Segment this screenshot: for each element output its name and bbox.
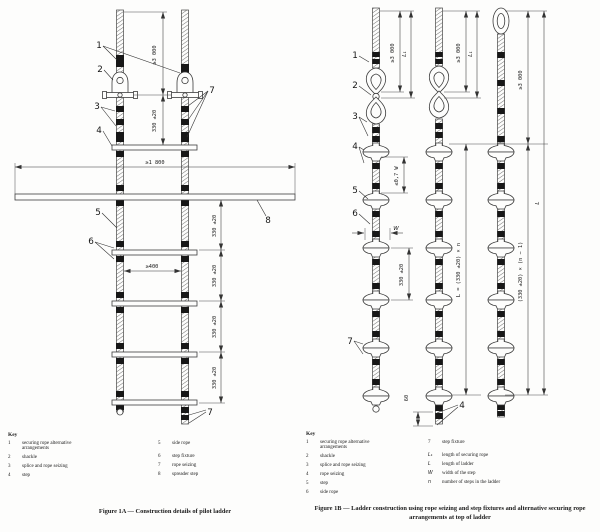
svg-text:2: 2: [97, 65, 103, 75]
dim-securing-height: ≥3 000: [390, 43, 396, 63]
key-title: Key: [306, 431, 316, 437]
key-item: 5 side rope: [158, 440, 191, 446]
svg-text:7: 7: [207, 408, 213, 418]
key-item: 1 securing rope alternative arrangements: [8, 440, 72, 452]
key-item: 6 step fixture: [158, 454, 195, 460]
key-item: W width of the step: [428, 471, 476, 477]
thimble-eye-icon: [429, 66, 448, 93]
figure-1a: [15, 10, 295, 424]
thimble-eye-icon: [366, 97, 385, 124]
dimension-lines-1a: [15, 12, 295, 403]
key-item: n number of steps in the ladder: [428, 479, 501, 485]
key-item: 4 step: [8, 472, 31, 478]
svg-text:4: 4: [96, 126, 102, 136]
dim-step-clear-width: ≥400: [145, 264, 159, 270]
svg-text:1: 1: [352, 51, 358, 61]
dim-step-spacing: 330 ±20: [212, 366, 218, 390]
dim-ladder-length: L: [535, 201, 541, 205]
key-item: 4 rope seizing: [306, 471, 345, 477]
key-item: 7 step fixture: [428, 439, 465, 445]
key-figure-1b: [306, 431, 596, 499]
dim-step-spacing: 330 ±20: [212, 315, 218, 339]
svg-text:6: 6: [88, 237, 94, 247]
key-item: 3 splice and rope seizing: [8, 464, 68, 470]
eye-splice-hole: [497, 14, 505, 29]
key-item: 2 shackle: [306, 454, 335, 460]
thimble-eye-icon: [429, 91, 448, 118]
shackle-icon: [168, 72, 203, 99]
dim-top-height: ≥3 000: [152, 45, 158, 65]
key-item: 1 securing rope alternative arrangements: [306, 439, 370, 451]
thimble-eye-icon: [366, 68, 385, 95]
svg-text:7: 7: [347, 337, 353, 347]
figure-1b-caption: Figure 1B — Ladder construction using rope seizing and step fixtures and alternative securing rope arrangements at top of ladder: [314, 505, 586, 521]
dim-spreader-length: ≥1 800: [145, 160, 165, 166]
rope-end-cap: [373, 406, 379, 412]
dim-step-spacing: 330 ±20: [152, 109, 158, 133]
key-item: 2 shackle: [8, 455, 37, 461]
dim-step-spacing: 330 ±20: [212, 264, 218, 288]
part-labels-1a: [88, 41, 271, 423]
svg-text:1: 1: [96, 41, 102, 51]
figure-1b: [347, 8, 548, 426]
svg-text:7: 7: [209, 86, 215, 96]
dim-step-width: W: [393, 226, 399, 232]
key-item: 7 rope seizing: [158, 463, 197, 469]
svg-text:2: 2: [352, 81, 358, 91]
rope-end-cap: [117, 409, 123, 415]
svg-text:4: 4: [459, 401, 465, 411]
key-item: 6 side rope: [306, 489, 339, 495]
key-title: Key: [8, 432, 18, 438]
dim-spacing-formula: (330 ±20) × (n − 1): [518, 241, 524, 303]
key-figure-1a: [8, 432, 296, 482]
key-item: 5 step: [306, 480, 329, 486]
shackle-icon: [103, 72, 138, 99]
dim-ladder-length-formula: L = (330 ±20) × n: [456, 242, 462, 298]
key-item: L₁ length of securing rope: [428, 453, 489, 459]
key-item: L length of ladder: [428, 462, 474, 468]
steps: [15, 145, 295, 405]
dim-securing-length: L₁: [468, 51, 474, 57]
dim-step-gap: ≤0,7 W: [394, 166, 400, 186]
svg-text:3: 3: [352, 112, 358, 122]
rope-seizings: [116, 55, 189, 420]
dim-securing-height: ≥3 000: [456, 43, 462, 63]
dim-step-spacing: 330 ±20: [399, 263, 405, 287]
svg-text:5: 5: [95, 208, 101, 218]
figure-1a-caption: Figure 1A — Construction details of pilot ladder: [98, 508, 232, 515]
dim-step-spacing: 330 ±20: [212, 214, 218, 238]
key-item: 3 splice and rope seizing: [306, 463, 366, 469]
svg-text:4: 4: [352, 142, 358, 152]
svg-text:8: 8: [265, 216, 271, 226]
svg-text:5: 5: [352, 186, 358, 196]
spreader-step: [15, 194, 295, 200]
key-item: 8 spreader step: [158, 472, 199, 478]
dim-securing-height: ≥3 000: [518, 70, 524, 90]
svg-text:6: 6: [352, 209, 358, 219]
dim-securing-length: L₁: [402, 51, 408, 57]
svg-text:3: 3: [94, 102, 100, 112]
dim-bottom-seizing: 60: [404, 394, 410, 402]
